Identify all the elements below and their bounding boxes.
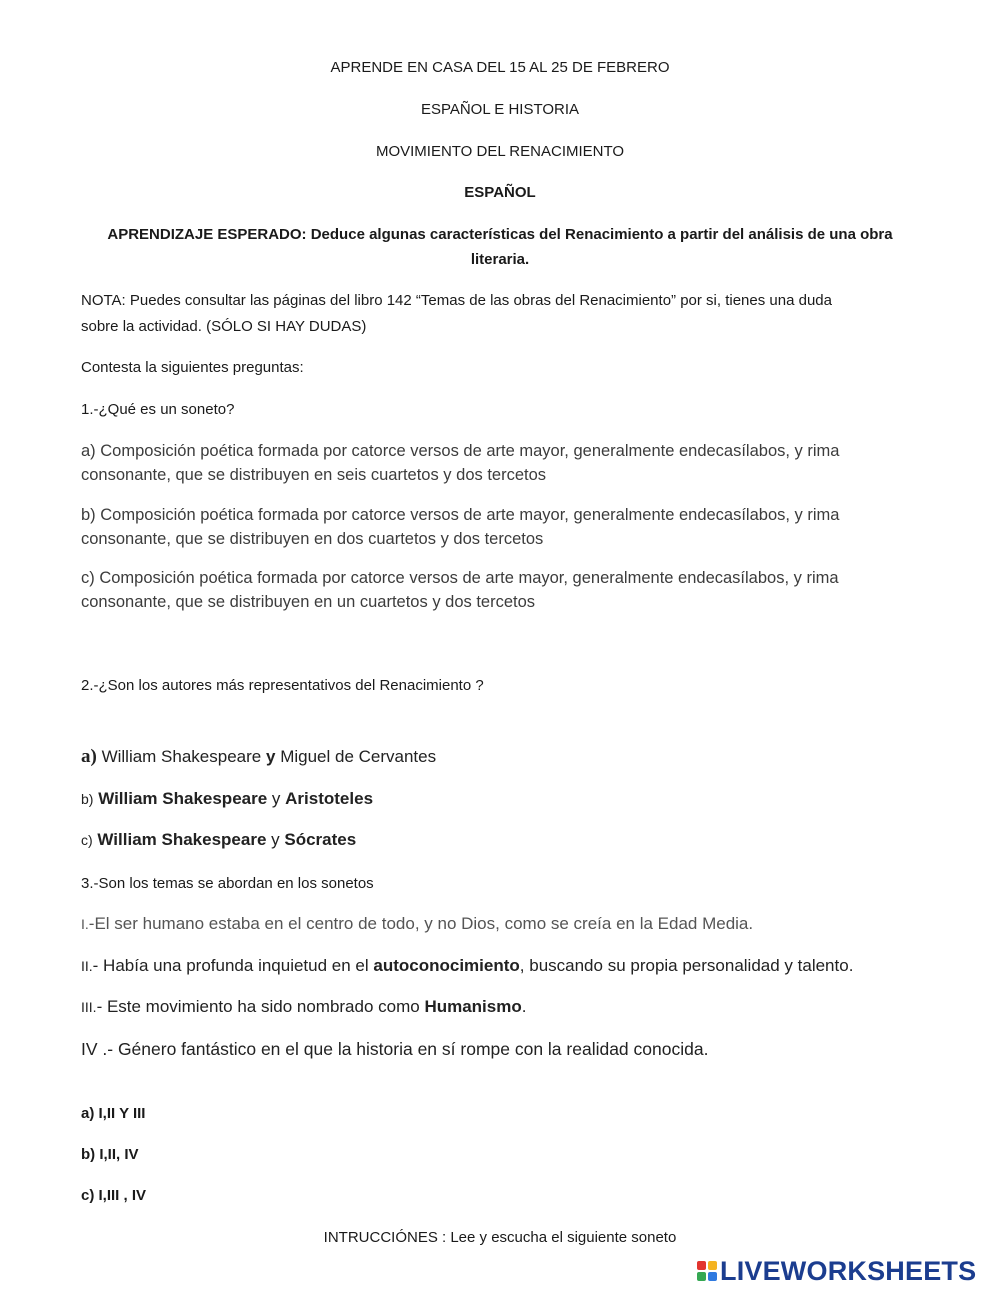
q3-statement-iii-bold: Humanismo: [424, 997, 522, 1016]
q1-option-b[interactable]: [81, 503, 839, 551]
q2-option-b-letter: b): [81, 791, 94, 807]
q3-statement-ii-post: , buscando su propia personalidad y talento.: [519, 956, 854, 975]
aprendizaje-line-1: APRENDIZAJE ESPERADO: Deduce algunas características del Renacimiento a partir del análisis de una obra: [107, 226, 893, 243]
q2-option-a-name-1: William Shakespeare: [101, 747, 262, 766]
logo-square-yellow: [708, 1261, 717, 1270]
q1-option-b-line-2: consonante, que se distribuyen en dos cuartetos y dos tercetos: [81, 530, 544, 548]
question-2: 2.-¿Son los autores más representativos del Renacimiento ?: [81, 677, 484, 694]
q2-option-b[interactable]: [81, 789, 373, 809]
q3-statement-ii-bold: autoconocimiento: [373, 956, 520, 975]
liveworksheets-logo-text: LIVEWORKSHEETS: [720, 1256, 977, 1286]
q2-option-a[interactable]: [81, 746, 436, 768]
instruction: Contesta la siguientes preguntas:: [81, 359, 304, 376]
q2-option-a-conj: y: [265, 747, 276, 766]
q1-option-a-line-2: consonante, que se distribuyen en seis cuartetos y dos tercetos: [81, 466, 547, 484]
logo-square-green: [697, 1272, 706, 1281]
question-1: 1.-¿Qué es un soneto?: [81, 401, 235, 418]
q3-statement-iv: IV .- Género fantástico en el que la historia en sí rompe con la realidad conocida.: [81, 1039, 709, 1059]
q1-option-c-line-1: c) Composición poética formada por catorce versos de arte mayor, generalmente endecasílabos, y rima: [81, 569, 839, 587]
liveworksheets-logo: [697, 1257, 976, 1285]
header-line-3: MOVIMIENTO DEL RENACIMIENTO: [375, 143, 625, 160]
q2-option-c-name-2: Sócrates: [284, 830, 357, 849]
q2-option-c-letter: c): [81, 832, 93, 848]
q3-statement-i-num: I.: [81, 916, 89, 932]
q2-option-b-conj: y: [271, 789, 281, 808]
q1-option-c-line-2: consonante, que se distribuyen en un cuartetos y dos tercetos: [81, 593, 536, 611]
instrucciones-line: INTRUCCIÓNES : Lee y escucha el siguiente soneto: [323, 1229, 677, 1246]
q1-option-a-line-1: a) Composición poética formada por catorce versos de arte mayor, generalmente endecasílabos, y rima: [81, 442, 840, 460]
nota-line-2: sobre la actividad. (SÓLO SI HAY DUDAS): [81, 318, 367, 335]
nota-block: [81, 288, 832, 340]
q2-option-a-name-2: Miguel de Cervantes: [280, 747, 437, 766]
q1-option-c[interactable]: [81, 566, 839, 614]
q3-option-a[interactable]: a) I,II Y III: [81, 1105, 146, 1122]
q3-statement-iii: [81, 997, 526, 1017]
q1-option-b-line-1: b) Composición poética formada por catorce versos de arte mayor, generalmente endecasílabos, y rima: [81, 506, 840, 524]
logo-square-blue: [708, 1272, 717, 1281]
logo-square-red: [697, 1261, 706, 1270]
header-line-1: APRENDE EN CASA DEL 15 AL 25 DE FEBRERO: [330, 59, 670, 76]
q3-statement-ii-pre: - Había una profunda inquietud en el: [92, 956, 374, 975]
q2-option-c-name-1: William Shakespeare: [97, 830, 267, 849]
q3-statement-i: [81, 914, 753, 934]
q2-option-a-letter: a): [81, 746, 97, 767]
q2-option-b-name-2: Aristoteles: [285, 789, 374, 808]
header-line-2: ESPAÑOL E HISTORIA: [420, 101, 580, 118]
q3-option-c[interactable]: c) I,III , IV: [81, 1187, 147, 1204]
q3-statement-iii-pre: - Este movimiento ha sido nombrado como: [96, 997, 425, 1016]
question-3: 3.-Son los temas se abordan en los sonetos: [81, 875, 374, 892]
aprendizaje-line-2: literaria.: [470, 251, 530, 268]
q2-option-b-name-1: William Shakespeare: [98, 789, 268, 808]
q3-statement-ii-num: II.: [81, 958, 93, 974]
liveworksheets-logo-icon: [697, 1261, 717, 1281]
q3-option-b[interactable]: b) I,II, IV: [81, 1146, 139, 1163]
q1-option-a[interactable]: [81, 439, 839, 487]
q3-statement-iii-num: III.: [81, 999, 97, 1015]
q2-option-c-conj: y: [271, 830, 280, 849]
q3-statement-i-text: -El ser humano estaba en el centro de todo, y no Dios, como se creía en la Edad Media.: [88, 914, 754, 933]
q2-option-c[interactable]: [81, 830, 356, 850]
q3-statement-ii: [81, 956, 853, 976]
nota-line-1: NOTA: Puedes consultar las páginas del libro 142 “Temas de las obras del Renacimiento” por si, tienes una duda: [81, 292, 832, 309]
q3-statement-iii-post: .: [521, 997, 527, 1016]
subject-title: ESPAÑOL: [464, 184, 536, 201]
